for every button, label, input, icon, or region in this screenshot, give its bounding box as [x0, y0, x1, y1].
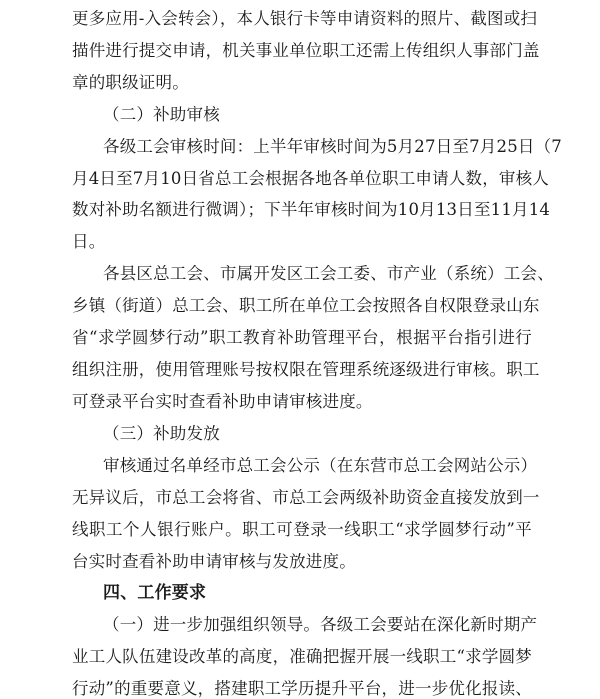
paragraph-line: 月4日至7月10日省总工会根据各地各单位职工申请人数，审核人: [72, 169, 549, 188]
paragraph-line: 组织注册，使用管理账号按权限在管理系统逐级进行审核。职工: [72, 360, 540, 379]
paragraph-line: （一）进一步加强组织领导。各级工会要站在深化新时期产: [103, 615, 538, 634]
paragraph-line: 乡镇（街道）总工会、职工所在单位工会按照各自权限登录山东: [72, 296, 540, 315]
paragraph-line: 省“求学圆梦行动”职工教育补助管理平台，根据平台指引进行: [72, 328, 532, 347]
paragraph-line: 描件进行提交申请，机关事业单位职工还需上传组织人事部门盖: [72, 41, 540, 60]
paragraph-line: 行动”的重要意义，搭建职工学历提升平台，进一步优化报读、: [72, 679, 532, 698]
paragraph-line: 章的职级证明。: [72, 73, 189, 92]
paragraph-line: 数对补助名额进行微调）；下半年审核时间为10月13日至11月14: [72, 200, 551, 219]
paragraph-line: 线职工个人银行账户。职工可登录一线职工“求学圆梦行动”平: [72, 520, 532, 539]
section-title: 四、工作要求: [103, 583, 207, 603]
subsection-heading: （三）补助发放: [103, 424, 220, 443]
paragraph-line: 更多应用-入会转会），本人银行卡等申请资料的照片、截图或扫: [72, 9, 538, 28]
paragraph-line: 可登录平台实时查看补助申请审核进度。: [72, 392, 373, 411]
paragraph-line: 无异议后，市总工会将省、市总工会两级补助资金直接发放到一: [72, 488, 540, 507]
paragraph-line: 各级工会审核时间：上半年审核时间为5月27日至7月25日（7: [103, 137, 562, 156]
paragraph-line: 审核通过名单经市总工会公示（在东营市总工会网站公示）: [103, 456, 538, 475]
subsection-heading: （二）补助审核: [103, 105, 220, 124]
paragraph-line: 业工人队伍建设改革的高度，准确把握开展一线职工“求学圆梦: [72, 647, 532, 666]
paragraph-line: 日。: [72, 232, 106, 251]
paragraph-line: 各县区总工会、市属开发区工会工委、市产业（系统）工会、: [103, 264, 554, 283]
paragraph-line: 台实时查看补助申请审核与发放进度。: [72, 552, 356, 571]
